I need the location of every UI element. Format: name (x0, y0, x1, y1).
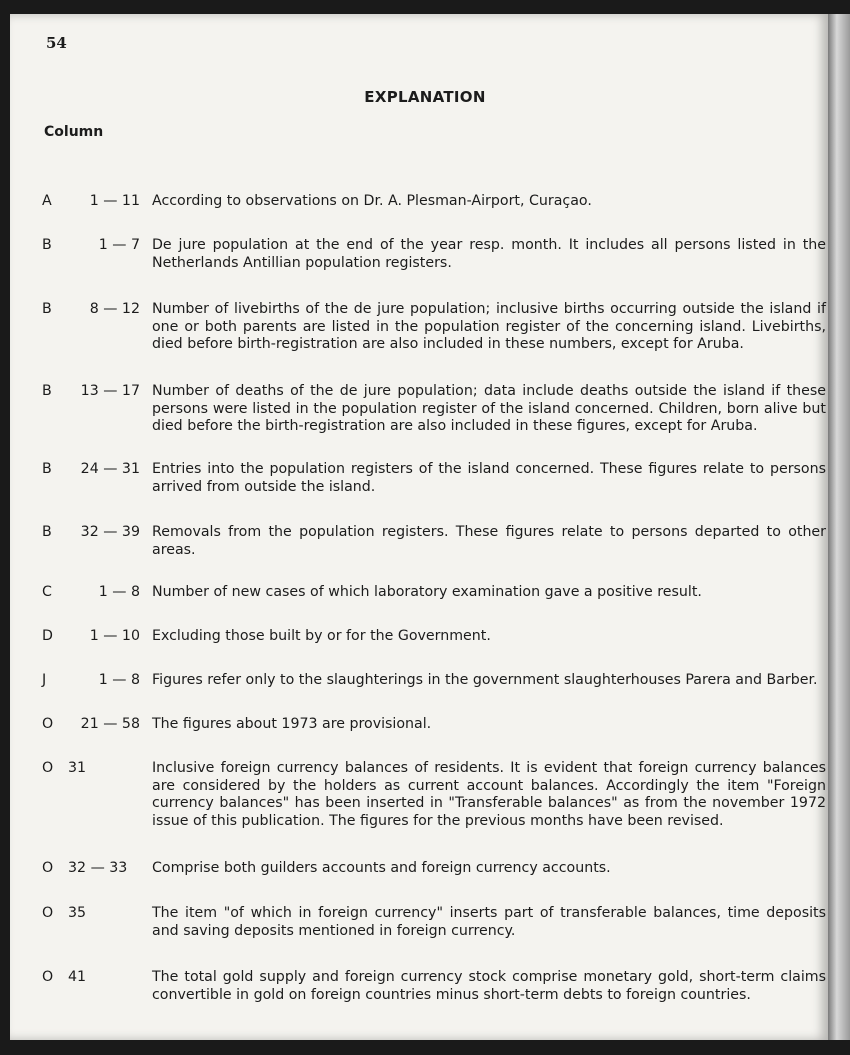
row-code: J (42, 672, 47, 688)
row-text: Inclusive foreign currency balances of residents. It is evident that foreign currency balances are considered by the holders as current account balances. Accordingly the item "Foreign currency balances" has been inserted in "Transferable balances" as from the november 1972 issue of this publication. The figures for the previous months have been revised. (152, 760, 826, 829)
row-code: B (42, 383, 52, 399)
row-range: 32 — 39 (80, 524, 140, 540)
row-text: De jure population at the end of the year resp. month. It includes all persons listed in the Netherlands Antillian population registers. (152, 237, 826, 271)
row-range: 32 — 33 (68, 860, 128, 876)
row-code: O (42, 905, 54, 921)
row-code: B (42, 461, 52, 477)
row-range: 21 — 58 (80, 716, 140, 732)
row-text: The total gold supply and foreign currency stock comprise monetary gold, short-term claims convertible in gold on foreign countries minus short-term debts to foreign countries. (152, 969, 826, 1003)
row-range: 1 — 10 (89, 628, 140, 644)
row-text: Excluding those built by or for the Government. (152, 628, 491, 644)
row-range: 1 — 8 (98, 584, 140, 600)
row-text: Number of livebirths of the de jure population; inclusive births occurring outside the island if one or both parents are listed in the population register of the concerning island. Livebirths, died before birth-registration are also included in these numbers, except for Aruba. (152, 301, 826, 352)
row-range: 1 — 7 (98, 237, 140, 253)
row-code: B (42, 237, 52, 253)
row-text: The item "of which in foreign currency" inserts part of transferable balances, time deposits and saving deposits mentioned in foreign currency. (152, 905, 826, 939)
row-code: O (42, 716, 54, 732)
row-text: According to observations on Dr. A. Plesman-Airport, Curaçao. (152, 193, 592, 209)
document-page (10, 14, 828, 1040)
row-range: 41 (68, 969, 87, 985)
row-text: The figures about 1973 are provisional. (152, 716, 432, 732)
page-number: 54 (46, 34, 67, 52)
row-code: A (42, 193, 52, 209)
row-code: O (42, 760, 54, 776)
row-text: Entries into the population registers of the island concerned. These figures relate to persons arrived from outside the island. (152, 461, 826, 495)
row-code: B (42, 301, 52, 317)
row-range: 24 — 31 (80, 461, 140, 477)
row-text: Number of new cases of which laboratory examination gave a positive result. (152, 584, 702, 600)
row-range: 1 — 11 (89, 193, 140, 209)
row-range: 1 — 8 (98, 672, 140, 688)
row-text: Removals from the population registers. These figures relate to persons departed to other areas. (152, 524, 826, 558)
row-code: D (42, 628, 53, 644)
page-title: EXPLANATION (364, 88, 486, 106)
column-header: Column (44, 124, 104, 140)
row-code: O (42, 860, 54, 876)
row-text: Number of deaths of the de jure population; data include deaths outside the island if these persons were listed in the population register of the island concerned. Children, born alive but died before the birth-registration are also included in these figures, except for Aruba. (152, 383, 826, 434)
row-range: 35 (68, 905, 87, 921)
row-range: 8 — 12 (89, 301, 140, 317)
row-text: Figures refer only to the slaughterings in the government slaughterhouses Parera and Barber. (152, 672, 818, 688)
row-range: 13 — 17 (80, 383, 140, 399)
row-code: B (42, 524, 52, 540)
row-code: C (42, 584, 52, 600)
row-code: O (42, 969, 54, 985)
row-text: Comprise both guilders accounts and foreign currency accounts. (152, 860, 611, 876)
row-range: 31 (68, 760, 87, 776)
book-binding-edge (828, 14, 850, 1040)
